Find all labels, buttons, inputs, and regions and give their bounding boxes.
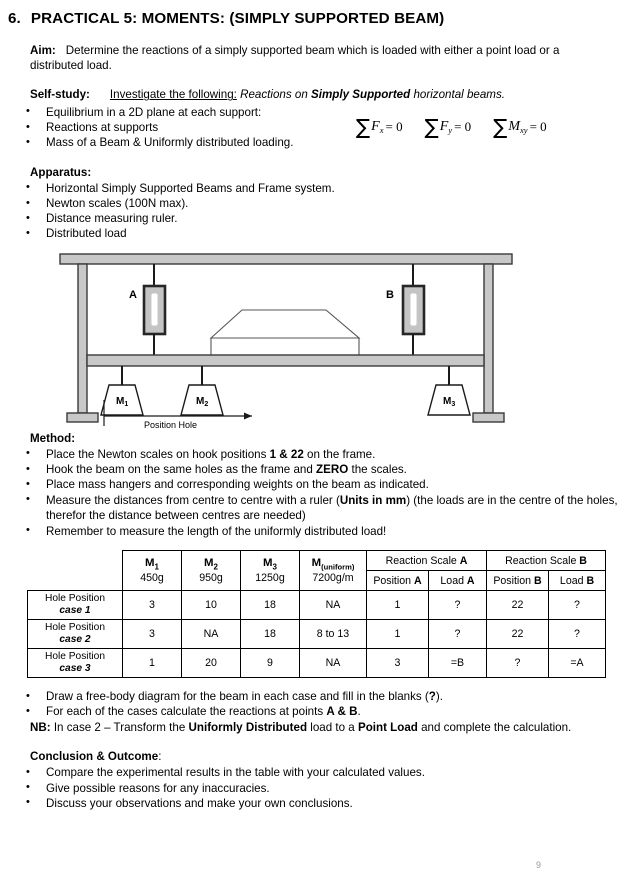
row-label-text: Hole Position: [44, 593, 105, 605]
header-subscript: 1: [154, 562, 159, 572]
post-table-list: [0, 689, 627, 720]
table-cell: NA: [181, 620, 240, 649]
results-table: [27, 550, 606, 678]
table-subheader-load-a: [428, 571, 486, 591]
row-case-text: case 3: [59, 663, 91, 675]
header-mass-value: 1250g: [255, 571, 285, 584]
conclusion-heading-text: Conclusion & Outcome: [30, 750, 159, 764]
table-cell: 8 to 13: [299, 620, 366, 649]
table-cell-blank[interactable]: =A: [549, 649, 606, 678]
header-symbol: M: [311, 557, 322, 570]
table-cell-blank[interactable]: ?: [549, 591, 606, 620]
table-header-m1: [122, 551, 181, 591]
table-cell: 1: [122, 649, 181, 678]
equation-variable: F: [439, 118, 449, 134]
table-cell: NA: [299, 591, 366, 620]
nb-paragraph: [30, 720, 605, 735]
table-group-header-scale-b: [487, 551, 606, 571]
method-text-post: on the frame.: [303, 447, 376, 461]
post-table-notes: [0, 689, 627, 735]
table-subheader-position-b: [487, 571, 549, 591]
conclusion-heading-colon: :: [158, 750, 162, 764]
header-symbol: M: [263, 557, 273, 570]
method-text-pre: Remember to measure the length of the uniformly distributed load!: [46, 524, 387, 538]
conclusion-heading: [30, 750, 627, 763]
page-number: 9: [535, 860, 541, 870]
apparatus-diagram-container: [0, 250, 627, 432]
list-item: • Equilibrium in a 2D plane at each support:: [26, 105, 627, 120]
results-table-container: [0, 550, 627, 678]
list-item: • Distance measuring ruler.: [26, 211, 627, 226]
table-header-m-uniform: [299, 551, 366, 591]
method-text-pre: Measure the distances from centre to centre with a ruler (: [46, 493, 340, 507]
subheader-text: Position: [373, 574, 414, 587]
note-text-pre: For each of the cases calculate the reactions at points: [46, 705, 327, 719]
position-hole-axis-label: Position Hole: [144, 419, 198, 430]
self-study-paragraph: [30, 87, 605, 102]
list-item: • Give possible reasons for any inaccuracies.: [26, 781, 627, 796]
table-cell: 22: [487, 591, 549, 620]
list-item: [26, 704, 627, 719]
frame-right-foot: [473, 413, 504, 422]
aim-text: Determine the reactions of a simply supported beam which is loaded with either a point load or a distributed load.: [30, 44, 560, 73]
title-text: PRACTICAL 5: MOMENTS: (SIMPLY SUPPORTED BEAM): [30, 10, 445, 27]
row-label-case-2: [27, 620, 122, 649]
frame-right-post: [484, 264, 493, 413]
method-text-pre: Hook the beam on the same holes as the frame and: [46, 463, 317, 477]
method-text-bold: ZERO: [316, 463, 349, 477]
group-header-text: Reaction Scale: [505, 554, 580, 567]
note-text-post: .: [357, 705, 361, 719]
table-row: [27, 591, 605, 620]
equation-rhs: = 0: [529, 118, 547, 134]
method-text-post: the scales.: [348, 463, 407, 477]
equation-sum-mxy: [493, 116, 546, 137]
scale-b-label: B: [386, 288, 394, 301]
table-cell: 3: [122, 620, 181, 649]
conclusion-list: [0, 765, 627, 811]
self-study-italic-1: Reactions on: [240, 88, 308, 102]
table-cell: 3: [366, 649, 428, 678]
row-label-text: Hole Position: [44, 651, 105, 663]
summation-icon: ∑: [493, 115, 508, 139]
row-case-text: case 2: [59, 634, 91, 646]
subheader-letter: B: [586, 574, 595, 587]
table-cell: 9: [240, 649, 299, 678]
note-text-bold: ?: [428, 690, 436, 704]
subheader-text: Load: [440, 574, 467, 587]
title-number: 6.: [8, 10, 21, 27]
method-text-post: ) (the loads are in the centre of the holes, therefor the distance between centres are needed): [46, 493, 618, 523]
summation-icon: ∑: [356, 115, 371, 139]
table-cell-blank[interactable]: ?: [487, 649, 549, 678]
nb-label: NB:: [30, 720, 51, 734]
table-subheader-position-a: [366, 571, 428, 591]
equilibrium-equations: [356, 116, 547, 137]
subheader-text: Load: [559, 574, 587, 587]
equation-subscript: y: [448, 124, 453, 135]
list-item: [26, 462, 627, 477]
self-study-italic-2: horizontal beams.: [413, 88, 505, 102]
equation-subscript: x: [379, 124, 384, 135]
table-subheader-load-b: [549, 571, 606, 591]
scale-a-window: [151, 293, 158, 326]
method-list: [0, 447, 627, 539]
page-title: [0, 0, 627, 27]
table-cell-blank[interactable]: ?: [428, 620, 486, 649]
table-header-m2: [181, 551, 240, 591]
subheader-text: Position: [493, 574, 534, 587]
method-text-bold: 1 & 22: [269, 447, 304, 461]
note-text-bold: A & B: [326, 705, 358, 719]
group-header-text: Reaction Scale: [385, 554, 460, 567]
distributed-load-trapezoid: [211, 310, 359, 338]
table-header-row-1: [27, 551, 605, 571]
summation-icon: ∑: [424, 115, 439, 139]
subheader-letter: A: [413, 574, 422, 587]
equation-rhs: = 0: [385, 118, 403, 134]
frame-left-foot: [67, 413, 98, 422]
aim-paragraph: [30, 43, 605, 73]
equation-sum-fy: [425, 116, 472, 137]
nb-text-3: and complete the calculation.: [417, 720, 572, 734]
scale-a-label: A: [129, 288, 137, 301]
header-mass-value: 450g: [140, 571, 164, 584]
list-item: [26, 524, 627, 539]
header-subscript: 3: [272, 562, 277, 572]
row-label-case-3: [27, 649, 122, 678]
apparatus-heading: Apparatus:: [30, 165, 92, 179]
table-cell: NA: [299, 649, 366, 678]
method-text-bold: Units in mm: [339, 493, 407, 507]
method-heading: Method:: [30, 431, 76, 445]
frame-left-post: [78, 264, 87, 413]
equation-variable: F: [371, 118, 380, 134]
table-row: [27, 649, 605, 678]
header-subscript: 2: [213, 562, 218, 572]
subheader-letter: A: [466, 574, 475, 587]
header-subscript: (uniform): [321, 562, 355, 572]
equation-variable: M: [508, 118, 521, 134]
nb-bold-2: Point Load: [357, 720, 418, 734]
equation-subscript: xy: [520, 124, 528, 135]
note-text-pre: Draw a free-body diagram for the beam in each case and fill in the blanks (: [46, 690, 429, 704]
row-label-text: Hole Position: [44, 622, 105, 634]
table-cell: 18: [240, 620, 299, 649]
table-cell: 1: [366, 591, 428, 620]
self-study-underlined: Investigate the following:: [109, 88, 237, 102]
equation-rhs: = 0: [454, 118, 472, 134]
equation-sum-fx: [356, 116, 403, 137]
list-item: [26, 477, 627, 492]
group-header-letter: A: [459, 554, 468, 567]
note-text-post: ).: [435, 690, 443, 704]
table-cell: 10: [181, 591, 240, 620]
frame-top-beam: [60, 254, 512, 264]
header-mass-value: 950g: [199, 571, 223, 584]
table-cell: 18: [240, 591, 299, 620]
table-row: [27, 620, 605, 649]
list-item: • Reactions at supports: [26, 120, 627, 135]
list-item: • Mass of a Beam & Uniformly distributed loading.: [26, 135, 627, 150]
row-case-text: case 1: [59, 605, 91, 617]
list-item: • Discuss your observations and make your own conclusions.: [26, 796, 627, 811]
mass-3-label: $M_3$: [443, 395, 456, 408]
table-cell: 20: [181, 649, 240, 678]
scale-b-window: [410, 293, 417, 326]
table-cell-blank[interactable]: ?: [549, 620, 606, 649]
table-cell-blank[interactable]: =B: [428, 649, 486, 678]
list-item: • Horizontal Simply Supported Beams and Frame system.: [26, 181, 627, 196]
table-cell: 22: [487, 620, 549, 649]
self-study-label: Self-study:: [30, 88, 90, 102]
table-cell: 1: [366, 620, 428, 649]
aim-label: Aim:: [30, 44, 56, 57]
nb-bold-1: Uniformly Distributed: [188, 720, 308, 734]
mass-2-label: $M_2$: [196, 395, 209, 408]
table-cell-blank[interactable]: ?: [428, 591, 486, 620]
list-item: [26, 447, 627, 462]
beam-apparatus-diagram: [56, 250, 516, 430]
list-item: [26, 493, 627, 524]
nb-text-2: load to a: [307, 720, 358, 734]
mass-1-label: $M_1$: [116, 395, 129, 408]
list-item: • Newton scales (100N max).: [26, 196, 627, 211]
group-header-letter: B: [579, 554, 587, 567]
self-study-bold-italic: Simply Supported: [311, 88, 411, 102]
table-header-m3: [240, 551, 299, 591]
header-symbol: M: [204, 557, 214, 570]
header-mass-value: 7200g/m: [312, 571, 354, 584]
list-item: • Compare the experimental results in the table with your calculated values.: [26, 765, 627, 780]
table-corner-cell: [27, 551, 122, 591]
main-beam: [87, 355, 484, 366]
apparatus-list: [0, 181, 627, 242]
list-item: • Distributed load: [26, 226, 627, 241]
table-group-header-scale-a: [366, 551, 486, 571]
arrow-right-icon: [244, 412, 252, 419]
subheader-letter: B: [533, 574, 542, 587]
method-text-pre: Place mass hangers and corresponding weights on the beam as indicated.: [46, 478, 429, 492]
header-symbol: M: [145, 557, 155, 570]
table-cell: 3: [122, 591, 181, 620]
method-text-pre: Place the Newton scales on hook positions: [46, 447, 270, 461]
row-label-case-1: [27, 591, 122, 620]
nb-text-1: In case 2 – Transform the: [50, 720, 189, 734]
list-item: [26, 689, 627, 704]
distributed-load-base: [211, 338, 359, 355]
